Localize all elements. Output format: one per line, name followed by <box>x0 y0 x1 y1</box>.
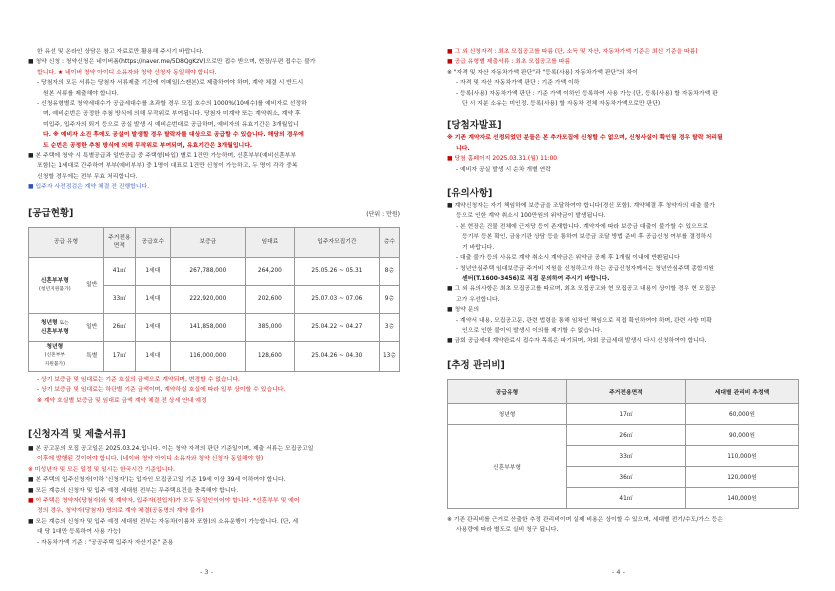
supply-table <box>28 227 400 372</box>
rent-cell: 128,600 <box>245 341 294 371</box>
fee-note: ※ 기존 관리비를 근거로 산출한 추정 관리비이며 실제 비용은 상이할 수 있으며, 세대별 전기/수도/가스 등은 <box>447 516 723 523</box>
car-line: - 자격 및 자산 자동차가액 판단 : 기준 가액 이하 <box>456 80 580 87</box>
th-units: 공급호수 <box>135 227 170 257</box>
fee-type-cell: 신혼부부형 <box>448 424 567 508</box>
fee-amount-cell: 110,000원 <box>686 445 799 466</box>
fee-type-cell: 청년형 <box>448 403 567 424</box>
table-row <box>448 403 799 424</box>
intro-line: 원본 서류를 제출해야 합니다. <box>43 90 119 97</box>
deposit-cell: 116,000,000 <box>170 341 245 371</box>
th-rent: 임대료 <box>245 227 294 257</box>
intro-line <box>28 57 400 67</box>
intro-line: 신청할 경우에는 전부 무효 처리합니다. <box>37 173 138 180</box>
fee-header-row <box>448 379 799 403</box>
page-number-left: - 3 - <box>200 568 213 576</box>
period-cell: 25.07.03 ~ 07.06 <box>294 285 379 313</box>
notice-line: 인으로 인한 불이익 발생시 이의를 제기할 수 없습니다. <box>462 327 603 334</box>
notice-title: [유의사항] <box>447 188 493 200</box>
type-cell: 청년형 (신혼부부 지원불가) <box>29 341 81 371</box>
th-period: 입주자모집기간 <box>294 227 379 257</box>
fee-area-cell: 33㎡ <box>567 445 686 466</box>
period-cell: 25.05.26 ~ 05.31 <box>294 257 379 285</box>
fee-amount-cell: 120,000원 <box>686 466 799 487</box>
intro-line: 합니다. ★ 네이버 청약 아이디 소유자와 청약 신청자 동일해야 합니다. <box>37 69 217 76</box>
notice-line: - 본 현장은 건물 전체에 근저당 등이 존재합니다. 계약자에 따라 보증금 대출이 불가할 수 있으므로 <box>456 223 709 230</box>
car-line: - 등록(사용) 자동차가액 판단 : 기준 가액 이하인 등록하여 사용 가능 (단, 등록(사용) 할 자동차가액 판 <box>456 90 718 97</box>
notice-line: - 청년안심주택 임대보증금 주거비 지원을 신청하고자 하는 공급신청자께서는 청년안심주택 종합지원 <box>456 265 714 272</box>
supply-header <box>28 207 400 221</box>
floor-cell: 3층 <box>379 313 399 341</box>
intro-line: 미입주, 입주자의 퇴거 등으로 공실 발생 시 예비순번대로 공급하며, 예비자의 유효기간은 3개월입니 <box>43 121 299 128</box>
notice-line: 등기부 등본 확인, 금융기관 상담 등을 통하여 보증금 조달 방법 준비 후 공급신청 여부를 결정하시 <box>462 234 713 241</box>
deposit-cell: 141,858,000 <box>170 313 245 341</box>
th-fee-amount: 세대별 관리비 추정액 <box>686 379 799 403</box>
fee-table <box>447 379 799 509</box>
intro-line: 도 순번은 공정한 추첨 방식에 의해 무작위로 부여되며, 유효기간은 3개월입니다. <box>43 142 253 149</box>
qual-line: 대 당 1대만 등록하여 사용 가능) <box>37 529 121 536</box>
notice-line: ■ 청약 문의 <box>447 307 480 314</box>
notice-line: ■ 그 외 유의사항은 최초 모집공고를 따르며, 최초 모집공고와 현 모집공고 내용이 상이할 경우 현 모집공 <box>447 286 716 293</box>
th-type: 공급 유형 <box>29 227 104 257</box>
floor-cell: 9층 <box>379 285 399 313</box>
apply-method: ■ 청약 신청 : 청약신청은 네이버폼(https://naver.me/5D8QgKzV)으로만 접수 받으며, 현장/우편 접수는 불가 <box>28 59 316 66</box>
supply-unit: (단위 : 만원) <box>366 210 400 218</box>
area-cell: 41㎡ <box>103 257 135 285</box>
notice-line: 등으로 인한 계약 취소시 100만원의 위약금이 발생됩니다. <box>456 213 606 220</box>
qual-line: ■ 본 주택의 입주신청자(이하 '신청자')는 입자인 모집공고일 기준 19세 이상 39세 이하여야 합니다. <box>28 477 286 484</box>
fee-note: 사용량에 따라 별도로 실비 청구 됩니다. <box>456 527 559 534</box>
kind-cell: 일반 <box>81 257 104 313</box>
floor-cell: 8층 <box>379 257 399 285</box>
intro-line: 한 유선 및 온라인 상담은 참고 자료로만 활용해 주시기 바랍니다. <box>37 49 204 55</box>
th-deposit: 보증금 <box>170 227 245 257</box>
qual-line: 정의 경우, 청약자(당첨자) 명의로 계약 체결(공동명의 계약 불가) <box>37 508 204 515</box>
fee-title: [추정 관리비] <box>447 359 505 371</box>
notice-line: 기 바랍니다. <box>462 244 495 251</box>
supply-note: ※ 계약 호실별 보증금 및 임대료 금액 계약 체결 전 상세 안내 예정 <box>37 397 207 404</box>
announce-title: [당첨자발표] <box>447 120 502 132</box>
units-cell: 1세대 <box>135 285 170 313</box>
table-row <box>29 341 400 371</box>
qual-line: 이후에 발행된 것이어야 합니다. (네이버 청약 아이디 소유자와 청약 신청자 동일해야 함) <box>37 456 264 463</box>
fee-area-cell: 41㎡ <box>567 487 686 508</box>
notice-body <box>447 201 811 347</box>
type-cell: 신혼부부형 (청년지원불가) <box>29 257 81 313</box>
qual-line: - 자동차가액 기준 : "공공주택 입주자 자산기준" 준용 <box>37 539 174 546</box>
table-row <box>29 313 400 341</box>
deposit-cell: 267,788,000 <box>170 257 245 285</box>
intro-line: 며, 예비순번은 공정한 추첨 방식에 의해 무작위로 부여됩니다. 당첨자 미계약 또는 계약취소, 계약 후 <box>43 111 301 118</box>
supply-title: [공급현황] <box>28 207 74 219</box>
table-row <box>448 424 799 445</box>
deposit-cell: 222,920,000 <box>170 285 245 313</box>
supply-note: - 상기 보증금 및 임대료는 하단별 기준 금액이며, 계약하실 호실에 따라 일부 상이할 수 있습니다. <box>37 387 286 394</box>
rent-cell: 264,200 <box>245 257 294 285</box>
th-area: 주거전용 면적 <box>103 227 135 257</box>
type-cell: 청년형 또는 신혼부부형 <box>29 313 81 341</box>
car-line: ■ 공급 유형별 제출서류 : 최초 모집공고를 따름 <box>447 59 571 66</box>
area-cell: 17㎡ <box>103 341 135 371</box>
fee-amount-cell: 140,000원 <box>686 487 799 508</box>
fee-notes <box>447 515 811 536</box>
intro-line: ■ 입주자 사전점검은 계약 체결 전 진행합니다. <box>28 184 150 191</box>
qual-line: ■ 모든 계층의 신청자 및 입주 예정 세대원 전부는 자동차(이름차 포함)의 소유운행이 가능합니다. (단, 세 <box>28 518 299 525</box>
left-column <box>28 47 400 548</box>
qual-line: ※ 미성년자 및 모든 일정 및 일시는 한국시간 기준입니다. <box>28 466 175 473</box>
intro-line: 다. ※ 예비자 소진 후에도 공실이 발생할 경우 탈락자를 대상으로 공급할 수 있습니다. 해당의 경우에 <box>43 132 304 139</box>
area-cell: 26㎡ <box>103 313 135 341</box>
car-line: ■ 그 외 신청자격 : 최초 모집공고를 따름 (단, 소득 및 자산, 자동차가액 기준은 최신 기준을 따름) <box>447 49 698 55</box>
fee-area-cell: 17㎡ <box>567 403 686 424</box>
car-line: ※ "자격 및 자산 자동차가액 판단"과 "등록(사용) 자동차가액 판단"의 차이 <box>447 69 638 76</box>
right-column <box>447 47 811 536</box>
car-line: 단 시 지분 소유는 미인정. 등록(사용) 할 자동차 전체 자동차가액으로만 판단) <box>462 101 661 108</box>
rent-cell: 202,600 <box>245 285 294 313</box>
qual-body <box>28 444 400 548</box>
kind-cell: 특별 <box>81 341 104 371</box>
notice-line: 센터(T.1600-3456)로 직접 문의하여 주시기 바랍니다. <box>462 275 610 282</box>
notice-line: 고가 우선합니다. <box>456 296 500 303</box>
announce-line: 니다. <box>456 145 470 152</box>
intro-line: - 당첨자의 모든 서류는 당첨자 서류제출 기간에 이메일(스캔본)로 제출하여야 하며, 계약 체결 시 반드시 <box>37 80 304 87</box>
fee-area-cell: 36㎡ <box>567 466 686 487</box>
th-floor: 층수 <box>379 227 399 257</box>
qual-line: ■ 본 공고문의 모집 공고일은 2025.03.24.입니다. 이는 청약 자격의 판단 기준일이며, 제출 서류는 모집공고일 <box>28 445 314 452</box>
page-number-right: - 4 - <box>612 568 625 576</box>
qual-title: [신청자격 및 제출서류] <box>28 428 126 440</box>
fee-amount-cell: 90,000원 <box>686 424 799 445</box>
notice-line: ■ 금회 공급세대 계약완료시 접수자 목록은 파기되며, 차회 공급세대 발생시 다시 신청하여야 합니다. <box>447 338 707 345</box>
units-cell: 1세대 <box>135 341 170 371</box>
units-cell: 1세대 <box>135 257 170 285</box>
floor-cell: 13층 <box>379 341 399 371</box>
intro-line: - 신청유형별로 청약세대수가 공급세대수를 초과할 경우 모집 호수의 1000%(10배수)를 예비자로 선정하 <box>37 101 307 108</box>
qual-line: ■ 이 주택은 청약자(당첨자)와 및 계약자, 입주자(전입자)가 모두 동일인이어야 합니다. *신혼부부 및 예어 <box>28 497 300 504</box>
notice-line: - 계약서 내용, 모집공고문, 관련 법령을 통해 임차인 책임으로 직접 확인하여야 하며, 관련 사항 미확 <box>456 317 712 324</box>
area-cell: 33㎡ <box>103 285 135 313</box>
announce-line: ■ 당첨 홈페이지 2025.03.31.(월) 11:00 <box>447 156 558 163</box>
notice-line: - 대출 불가 등의 사유로 계약 취소시 계약금은 위약금 공제 후 1개월 이내에 반환됩니다 <box>456 255 680 262</box>
th-fee-type: 공급유형 <box>448 379 567 403</box>
qual-line: ■ 모든 계층의 신청자 및 입주 예정 세대원 전부는 무주택요건을 충족해야 합니다. <box>28 487 239 494</box>
supply-header-row <box>29 227 400 257</box>
table-row <box>29 257 400 285</box>
notice-line: ■ 계약신청자는 자기 책임하에 보증금을 조달하여야 합니다(경신 포함). 계약체결 후 청약자의 대출 불가 <box>447 203 715 210</box>
period-cell: 25.04.22 ~ 04.27 <box>294 313 379 341</box>
supply-note: - 상기 보증금 및 임대료는 기준 호실의 금액으로 계약되며, 변경할 수 없습니다. <box>37 376 240 383</box>
kind-cell: 일반 <box>81 313 104 341</box>
supply-notes <box>28 375 400 406</box>
th-fee-area: 주거전용면적 <box>567 379 686 403</box>
intro-line: ■ 본 주택에 청약 시 특별공급과 일반공급 중 주택형(타입) 별로 1건만 가능하며, 신혼부부(예비신혼부부 <box>28 153 297 160</box>
fee-area-cell: 26㎡ <box>567 424 686 445</box>
rent-cell: 385,000 <box>245 313 294 341</box>
period-cell: 25.04.26 ~ 04.30 <box>294 341 379 371</box>
units-cell: 1세대 <box>135 313 170 341</box>
fee-amount-cell: 60,000원 <box>686 403 799 424</box>
announce-line: ※ 기존 계약자로 선정되었던 분들은 본 추가모집에 신청할 수 없으며, 신청사실이 확인될 경우 탈락 처리될 <box>447 135 723 142</box>
announce-line: - 예비자 공실 발생 시 순차 개별 연락 <box>456 166 551 173</box>
intro-line: 포함)는 1세대로 간주하여 부부(예비부부) 중 1명이 대표로 1건만 신청이 가능하고, 두 명이 각각 중복 <box>37 163 298 170</box>
